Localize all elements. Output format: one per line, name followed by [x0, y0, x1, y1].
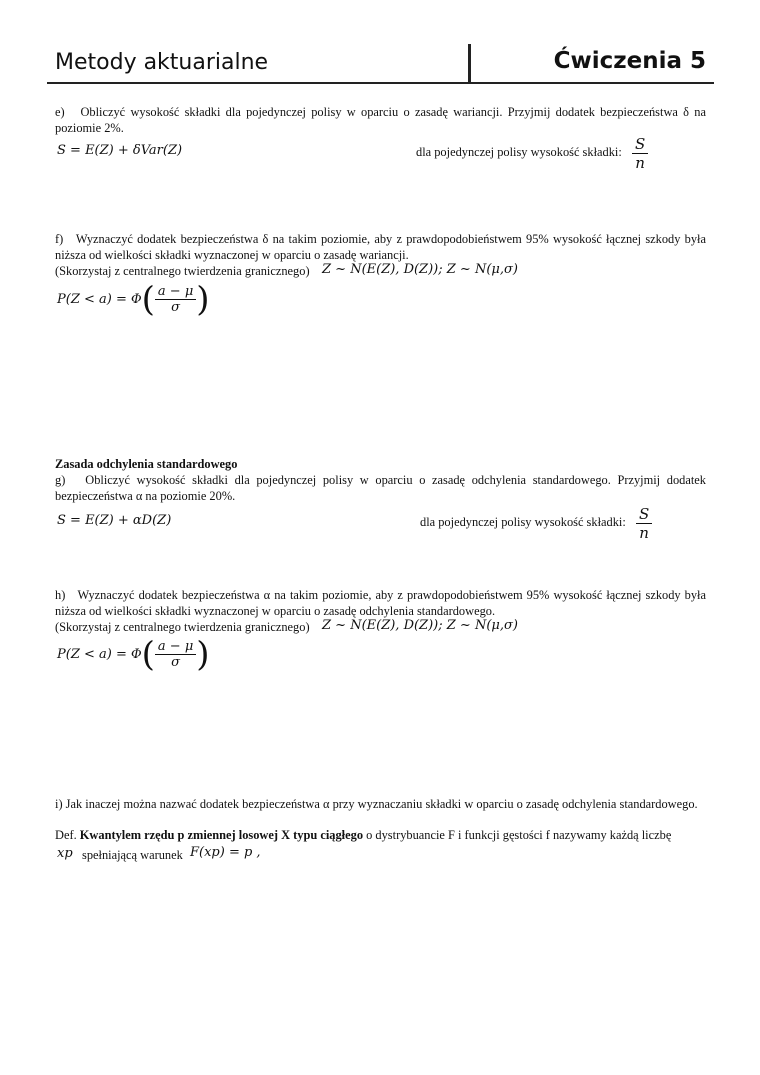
fraction-numerator: S [636, 505, 652, 524]
exercise-number: Ćwiczenia 5 [553, 48, 706, 74]
task-e-formula: S = E(Z) + δVar(Z) [57, 143, 183, 158]
definition-body: o dystrybuancie F i funkcji gęstości f nazywamy każdą liczbę [366, 828, 672, 842]
quantile-symbol: xp [57, 846, 73, 861]
probability-denominator: σ [171, 300, 181, 315]
definition-term: Kwantylem rzędu p zmiennej losowej X typu ciągłego [79, 828, 364, 842]
page-header [47, 42, 714, 84]
fraction-denominator: n [639, 524, 649, 542]
fraction-denominator: n [635, 154, 645, 172]
section-heading: Zasada odchylenia standardowego [55, 457, 238, 471]
course-title: Metody aktuarialne [55, 50, 269, 75]
header-divider [468, 44, 471, 82]
task-h-hint: (Skorzystaj z centralnego twierdzenia granicznego) [55, 620, 310, 634]
condition-text: spełniającą warunek [82, 848, 183, 862]
task-e-note: dla pojedynczej polisy wysokość składki: [416, 145, 622, 159]
task-f-distribution: Z ~ N(E(Z), D(Z)); Z ~ N(μ,σ) [322, 262, 518, 277]
probability-lhs: P(Z < a) = Φ [57, 292, 142, 307]
probability-lhs: P(Z < a) = Φ [57, 647, 142, 662]
task-h-probability: P(Z < a) = Φ( $\frac{a - \mu}{\sigma}$ ) [57, 634, 210, 675]
task-g-formula: S = E(Z) + αD(Z) [57, 513, 172, 528]
task-i-text: i) Jak inaczej można nazwać dodatek bezpieczeństwa α przy wyznaczaniu składki w oparciu o zasadę odchylenia standardowego. [55, 797, 698, 811]
task-g-note: dla pojedynczej polisy wysokość składki: [420, 515, 626, 529]
probability-numerator: a − μ [155, 284, 196, 300]
task-h-distribution: Z ~ N(E(Z), D(Z)); Z ~ N(μ,σ) [322, 618, 518, 633]
task-f-text: f) Wyznaczyć dodatek bezpieczeństwa δ na takim poziomie, aby z prawdopodobieństwem 95% wysokość łącznej szkody była niższa od wielkości składki wyznaczonej w oparciu o zasadę wariancji. [55, 232, 706, 262]
task-g-text: g) Obliczyć wysokość składki dla pojedynczej polisy w oparciu o zasadę odchylenia standardowego. Przyjmij dodatek bezpieczeństwa α na poziomie 20%. [55, 473, 706, 503]
probability-denominator: σ [171, 655, 181, 670]
task-f-probability: P(Z < a) = Φ( $\frac{a - \mu}{\sigma}$ ) [57, 279, 210, 320]
probability-numerator: a − μ [155, 639, 196, 655]
definition [55, 827, 706, 843]
fraction-numerator: S [632, 135, 648, 154]
task-f-hint: (Skorzystaj z centralnego twierdzenia granicznego) [55, 264, 310, 278]
definition-prefix: Def. [55, 828, 77, 842]
task-h-text: h) Wyznaczyć dodatek bezpieczeństwa α na takim poziomie, aby z prawdopodobieństwem 95% wysokość łącznej szkody była niższa od wielkości składki wyznaczonej w oparciu o zasadę odchylenia standardowego. [55, 588, 706, 618]
condition-formula: F(xp) = p , [190, 845, 261, 860]
task-g-fraction [636, 505, 652, 542]
task-e-text: e) Obliczyć wysokość składki dla pojedynczej polisy w oparciu o zasadę wariancji. Przyjmij dodatek bezpieczeństwa δ na poziomie 2%. [55, 105, 706, 135]
task-e-fraction [632, 135, 648, 172]
